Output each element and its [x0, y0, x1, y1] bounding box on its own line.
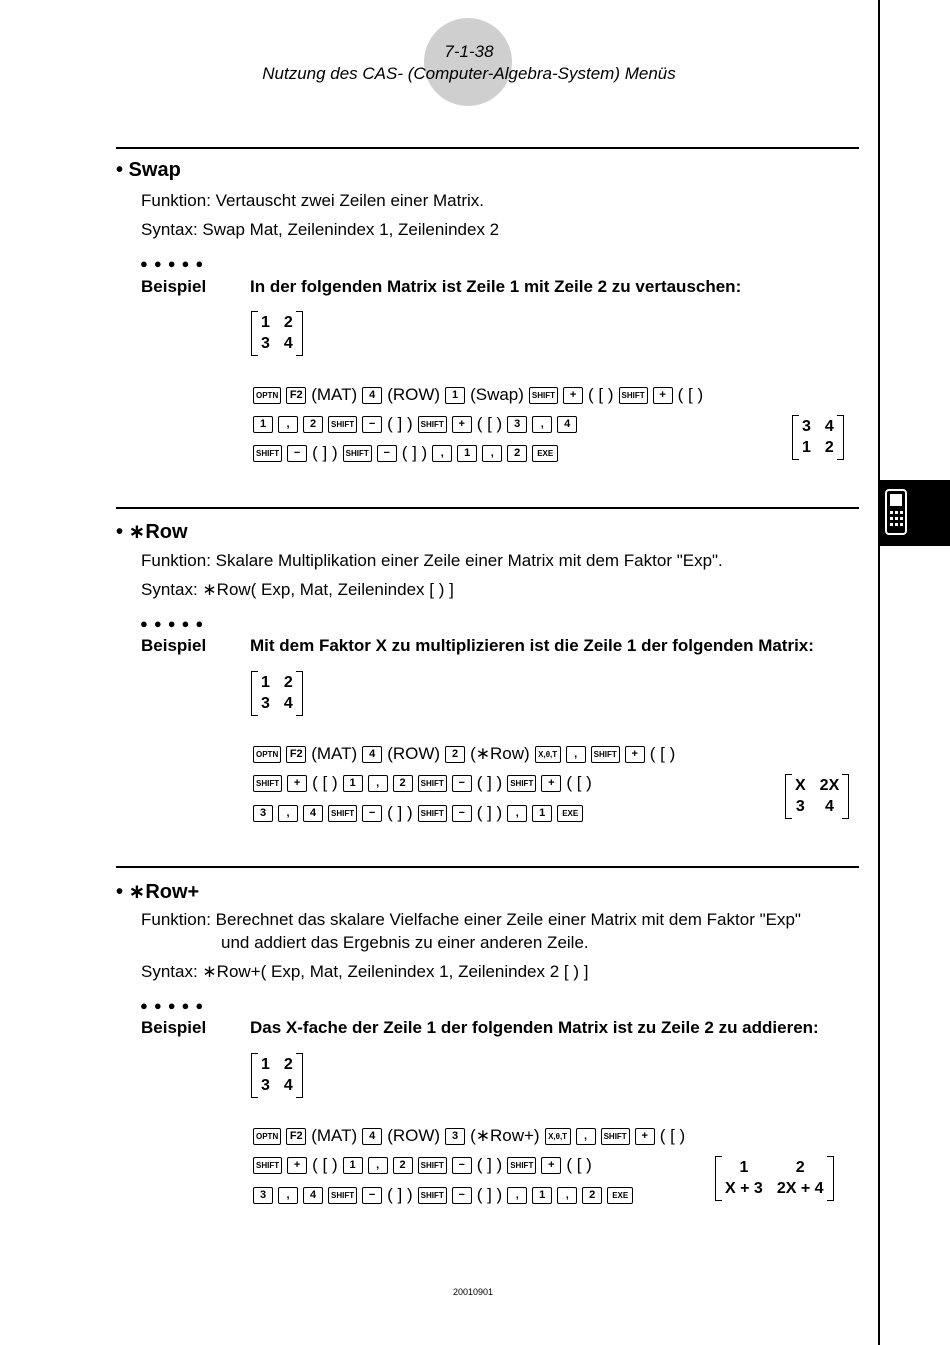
- plus-key: +: [541, 775, 561, 792]
- xthetat-key: X,θ,T: [535, 746, 561, 763]
- matrix-cell: 4: [283, 1077, 293, 1094]
- key-function-label: (ROW): [387, 1126, 441, 1145]
- key-1: 1: [532, 805, 552, 822]
- input-matrix-grid: [251, 671, 303, 716]
- key-sequence-line: [253, 744, 675, 764]
- minus-key: −: [377, 445, 397, 462]
- plus-key: +: [287, 1157, 307, 1174]
- key-2: 2: [303, 416, 323, 433]
- key-3: 3: [253, 1187, 273, 1204]
- key-sequence-line: [253, 1126, 685, 1146]
- input-matrix-grid: [251, 1053, 303, 1098]
- shift-key: SHIFT: [591, 746, 620, 763]
- function-text: Funktion: Berechnet das skalare Vielfache einer Zeile einer Matrix mit dem Faktor "Exp": [141, 910, 801, 929]
- shift-key: SHIFT: [418, 1157, 447, 1174]
- optn-key: OPTN: [253, 1128, 281, 1145]
- key-function-label: (∗Row+): [470, 1126, 540, 1145]
- key-4: 4: [303, 805, 323, 822]
- input-matrix: [251, 311, 303, 356]
- comma-key: ,: [432, 445, 452, 462]
- matrix-cell: 1: [802, 439, 811, 456]
- shift-key: SHIFT: [253, 1157, 282, 1174]
- matrix-cell: 4: [283, 335, 293, 352]
- matrix-cell: 1: [261, 314, 270, 331]
- matrix-cell: 2: [283, 1056, 293, 1073]
- result-matrix-grid: [785, 774, 849, 819]
- comma-key: ,: [368, 775, 388, 792]
- matrix-cell: 3: [261, 1077, 270, 1094]
- key-function-label: ( ] ): [476, 1185, 503, 1204]
- minus-key: −: [362, 1187, 382, 1204]
- shift-key: SHIFT: [328, 416, 357, 433]
- minus-key: −: [362, 416, 382, 433]
- matrix-cell: 2: [795, 1159, 805, 1176]
- section-divider: [116, 507, 859, 509]
- comma-key: ,: [507, 805, 527, 822]
- comma-key: ,: [278, 805, 298, 822]
- f2-key: F2: [286, 387, 306, 404]
- exe-key: EXE: [532, 445, 558, 462]
- shift-key: SHIFT: [253, 445, 282, 462]
- key-function-label: ( ] ): [387, 803, 413, 822]
- matrix-cell: 3: [795, 798, 805, 815]
- page-number: 7-1-38: [444, 42, 494, 61]
- key-function-label: (ROW): [387, 744, 441, 763]
- comma-key: ,: [482, 445, 502, 462]
- matrix-cell: 2: [824, 439, 834, 456]
- minus-key: −: [452, 775, 472, 792]
- matrix-cell: 3: [261, 695, 270, 712]
- page-number-circle: [424, 18, 512, 106]
- key-2: 2: [582, 1187, 602, 1204]
- matrix-cell: 3: [802, 418, 811, 435]
- right-margin-rule: [878, 0, 880, 1345]
- key-3: 3: [445, 1128, 465, 1145]
- key-2: 2: [507, 445, 527, 462]
- plus-key: +: [625, 746, 645, 763]
- matrix-cell: 4: [825, 798, 834, 815]
- syntax-text: Syntax: ∗Row+( Exp, Mat, Zeilenindex 1, Zeilenindex 2 [ ) ]: [141, 962, 589, 981]
- key-sequence-line: [253, 385, 703, 405]
- comma-key: ,: [566, 746, 586, 763]
- shift-key: SHIFT: [328, 805, 357, 822]
- minus-key: −: [362, 805, 382, 822]
- key-function-label: ( [ ): [312, 773, 338, 792]
- example-title: Das X-fache der Zeile 1 der folgenden Matrix ist zu Zeile 2 zu addieren:: [250, 1018, 819, 1037]
- key-4: 4: [362, 746, 382, 763]
- example-title: Mit dem Faktor X zu multiplizieren ist die Zeile 1 der folgenden Matrix:: [250, 636, 814, 655]
- matrix-cell: 4: [824, 418, 834, 435]
- key-function-label: ( ] ): [312, 443, 338, 462]
- key-2: 2: [393, 1157, 413, 1174]
- matrix-cell: 4: [283, 695, 293, 712]
- example-title: In der folgenden Matrix ist Zeile 1 mit Zeile 2 zu vertauschen:: [250, 277, 742, 296]
- key-2: 2: [393, 775, 413, 792]
- matrix-cell: X + 3: [725, 1180, 763, 1197]
- comma-key: ,: [507, 1187, 527, 1204]
- input-matrix: [251, 671, 303, 716]
- comma-key: ,: [278, 416, 298, 433]
- key-sequence-line: [253, 1185, 633, 1205]
- shift-key: SHIFT: [253, 775, 282, 792]
- key-1: 1: [343, 1157, 363, 1174]
- matrix-cell: 2X + 4: [776, 1180, 824, 1197]
- plus-key: +: [452, 416, 472, 433]
- shift-key: SHIFT: [507, 775, 536, 792]
- matrix-cell: 1: [739, 1159, 749, 1176]
- key-function-label: ( ] ): [387, 414, 413, 433]
- function-text: Funktion: Skalare Multiplikation einer Zeile einer Matrix mit dem Faktor "Exp".: [141, 551, 723, 570]
- shift-key: SHIFT: [328, 1187, 357, 1204]
- section-heading-row: • ∗Row: [116, 521, 188, 543]
- plus-key: +: [541, 1157, 561, 1174]
- comma-key: ,: [576, 1128, 596, 1145]
- key-4: 4: [362, 1128, 382, 1145]
- exe-key: EXE: [557, 805, 583, 822]
- calculator-icon: [880, 480, 950, 546]
- key-function-label: ( ] ): [476, 773, 503, 792]
- page-title: Nutzung des CAS- (Computer-Algebra-System) Menüs: [262, 64, 676, 83]
- optn-key: OPTN: [253, 746, 281, 763]
- key-function-label: ( ] ): [387, 1185, 413, 1204]
- result-matrix: [715, 1156, 834, 1201]
- key-2: 2: [445, 746, 465, 763]
- key-function-label: ( [ ): [659, 1126, 686, 1145]
- example-dots: ●●●●●: [140, 616, 210, 631]
- example-dots: ●●●●●: [140, 256, 210, 271]
- key-function-label: ( [ ): [677, 385, 704, 404]
- shift-key: SHIFT: [418, 805, 447, 822]
- key-sequence-line: [253, 773, 592, 793]
- minus-key: −: [287, 445, 307, 462]
- key-3: 3: [507, 416, 527, 433]
- function-text-continued: und addiert das Ergebnis zu einer anderen Zeile.: [221, 933, 589, 952]
- shift-key: SHIFT: [601, 1128, 630, 1145]
- shift-key: SHIFT: [507, 1157, 536, 1174]
- section-divider: [116, 866, 859, 868]
- key-1: 1: [532, 1187, 552, 1204]
- f2-key: F2: [286, 746, 306, 763]
- minus-key: −: [452, 805, 472, 822]
- result-matrix-grid: [792, 415, 844, 460]
- result-matrix: [792, 415, 844, 460]
- matrix-cell: 2: [283, 314, 293, 331]
- plus-key: +: [635, 1128, 655, 1145]
- syntax-text: Syntax: Swap Mat, Zeilenindex 1, Zeilenindex 2: [141, 220, 500, 239]
- shift-key: SHIFT: [418, 416, 447, 433]
- key-function-label: (MAT): [311, 1126, 358, 1145]
- key-sequence-line: [253, 1155, 592, 1175]
- shift-key: SHIFT: [418, 1187, 447, 1204]
- comma-key: ,: [368, 1157, 388, 1174]
- matrix-cell: 1: [261, 674, 270, 691]
- key-function-label: ( [ ): [588, 385, 614, 404]
- key-4: 4: [303, 1187, 323, 1204]
- key-function-label: (MAT): [311, 744, 358, 763]
- f2-key: F2: [286, 1128, 306, 1145]
- shift-key: SHIFT: [343, 445, 372, 462]
- key-function-label: (∗Row): [470, 744, 530, 763]
- key-function-label: (MAT): [311, 385, 358, 404]
- plus-key: +: [287, 775, 307, 792]
- input-matrix: [251, 1053, 303, 1098]
- key-function-label: (ROW): [387, 385, 441, 404]
- minus-key: −: [452, 1187, 472, 1204]
- key-4: 4: [362, 387, 382, 404]
- key-3: 3: [253, 805, 273, 822]
- shift-key: SHIFT: [529, 387, 558, 404]
- syntax-text: Syntax: ∗Row( Exp, Mat, Zeilenindex [ ) ]: [141, 580, 454, 599]
- matrix-cell: X: [795, 777, 806, 794]
- key-function-label: ( [ ): [566, 773, 592, 792]
- matrix-cell: 2X: [819, 777, 840, 794]
- key-function-label: ( ] ): [401, 443, 428, 462]
- xthetat-key: X,θ,T: [545, 1128, 571, 1145]
- comma-key: ,: [557, 1187, 577, 1204]
- optn-key: OPTN: [253, 387, 281, 404]
- footer-code: 20010901: [452, 1287, 494, 1297]
- key-function-label: ( ] ): [476, 803, 503, 822]
- key-1: 1: [253, 416, 273, 433]
- example-label: Beispiel: [141, 277, 207, 296]
- key-1: 1: [457, 445, 477, 462]
- key-sequence-line: [253, 443, 558, 463]
- example-label: Beispiel: [141, 1018, 207, 1037]
- section-heading-row-plus: • ∗Row+: [116, 881, 200, 903]
- key-function-label: (Swap): [470, 385, 524, 404]
- matrix-cell: 3: [261, 335, 270, 352]
- section-divider: [116, 147, 859, 149]
- key-function-label: ( [ ): [566, 1155, 592, 1174]
- key-function-label: ( ] ): [476, 1155, 503, 1174]
- comma-key: ,: [278, 1187, 298, 1204]
- matrix-cell: 2: [283, 674, 293, 691]
- exe-key: EXE: [607, 1187, 633, 1204]
- example-dots: ●●●●●: [140, 998, 210, 1013]
- chapter-tab: [880, 480, 950, 546]
- key-sequence-line: [253, 414, 577, 434]
- minus-key: −: [452, 1157, 472, 1174]
- key-function-label: ( [ ): [312, 1155, 338, 1174]
- key-1: 1: [445, 387, 465, 404]
- input-matrix-grid: [251, 311, 303, 356]
- function-text: Funktion: Vertauscht zwei Zeilen einer Matrix.: [141, 191, 484, 210]
- matrix-cell: 1: [261, 1056, 270, 1073]
- result-matrix-grid: [715, 1156, 834, 1201]
- section-heading-swap: • Swap: [116, 159, 181, 181]
- shift-key: SHIFT: [418, 775, 447, 792]
- comma-key: ,: [532, 416, 552, 433]
- result-matrix: [785, 774, 849, 819]
- key-1: 1: [343, 775, 363, 792]
- key-sequence-line: [253, 803, 583, 823]
- plus-key: +: [563, 387, 583, 404]
- key-function-label: ( [ ): [476, 414, 503, 433]
- key-function-label: ( [ ): [649, 744, 676, 763]
- shift-key: SHIFT: [619, 387, 648, 404]
- key-4: 4: [557, 416, 577, 433]
- plus-key: +: [653, 387, 673, 404]
- example-label: Beispiel: [141, 636, 207, 655]
